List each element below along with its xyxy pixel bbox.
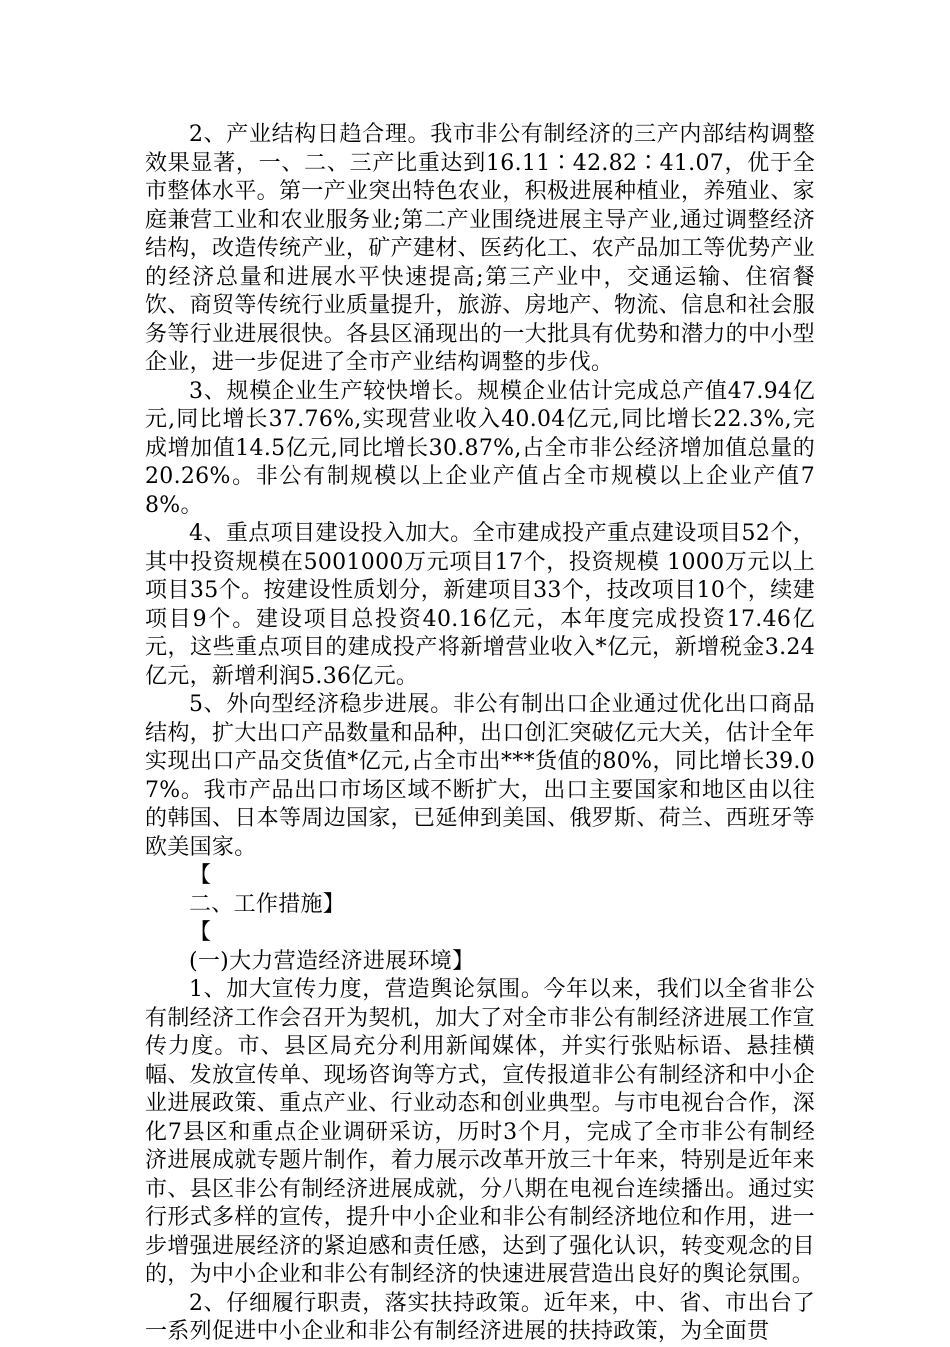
paragraph-publicity: 1、加大宣传力度，营造舆论氛围。今年以来，我们以全省非公有制经济工作会召开为契机，加大了对全市非公有制经济进展工作宣传力度。市、县区局充分利用新闻媒体，并实行张贴标语、悬挂横幅、发放宣传单、现场咨询等方式，宣传报道非公有制经济和中小企业进展政策、重点产业、行业动态和创业典型。与市电视台合作，深化7县区和重点企业调研采访，历时3个月，完成了全市非公有制经济进展成就专题片制作，着力展示改革开放三十年来，特别是近年来市、县区非公有制经济进展成就，分八期在电视台连续播出。通过实行形式多样的宣传，提升中小企业和非公有制经济地位和作用，进一步增强进展经济的紧迫感和责任感，达到了强化认识，转变观念的目的，为中小企业和非公有制经济的快速进展营造出良好的舆论氛围。 — [145, 977, 815, 1287]
paragraph-policy: 2、仔细履行职责，落实扶持政策。近年来，中、省、市出台了一系列促进中小企业和非公有制经济进展的扶持政策，为全面贯 — [145, 1290, 815, 1344]
paragraph-industry-structure: 2、产业结构日趋合理。我市非公有制经济的三产内部结构调整效果显著，一、二、三产比重达到16.11∶42.82∶41.07，优于全市整体水平。第一产业突出特色农业，积极进展种植业，养殖业、家庭兼营工业和农业服务业;第二产业围绕进展主导产业,通过调整经济结构，改造传统产业，矿产建材、医药化工、农产品加工等优势产业的经济总量和进展水平快速提高;第三产业中，交通运输、住宿餐饮、商贸等传统行业质量提升，旅游、房地产、物流、信息和社会服务等行业进展很快。各县区涌现出的一大批具有优势和潜力的中小型企业，进一步促进了全市产业结构调整的步伐。 — [145, 122, 815, 375]
bracket-line-1: 【 — [189, 863, 212, 888]
bracket-line-2: 【 — [189, 920, 212, 945]
document-page — [145, 121, 815, 1347]
paragraph-key-projects: 4、重点项目建设投入加大。全市建成投产重点建设项目52个，其中投资规模在5001000万元项目17个，投资规模 1000万元以上项目35个。按建设性质划分，新建项目33个，技改项目10个，续建项目9个。建设项目总投资40.16亿元，本年度完成投资17.46亿元，这些重点项目的建成投产将新增营业收入*亿元，新增税金3.24亿元，新增利润5.36亿元。 — [145, 521, 815, 689]
subsection-title: (一)大力营造经济进展环境】 — [189, 948, 475, 974]
paragraph-scale-enterprises: 3、规模企业生产较快增长。规模企业估计完成总产值47.94亿元,同比增长37.76%,实现营业收入40.04亿元,同比增长22.3%,完成增加值14.5亿元,同比增长30.87%,占全市非公经济增加值总量的20.26%。非公有制规模以上企业产值占全市规模以上企业产值78%。 — [145, 378, 815, 518]
section-title: 二、工作措施】 — [189, 891, 346, 917]
paragraph-export-economy: 5、外向型经济稳步进展。非公有制出口企业通过优化出口商品结构，扩大出口产品数量和品种，出口创汇突破亿元大关，估计全年实现出口产品交货值*亿元,占全市出***货值的80%，同比增长39.07%。我市产品出口市场区域不断扩大，出口主要国家和地区由以往的韩国、日本等周边国家，已延伸到美国、俄罗斯、荷兰、西班牙等欧美国家。 — [145, 692, 815, 860]
